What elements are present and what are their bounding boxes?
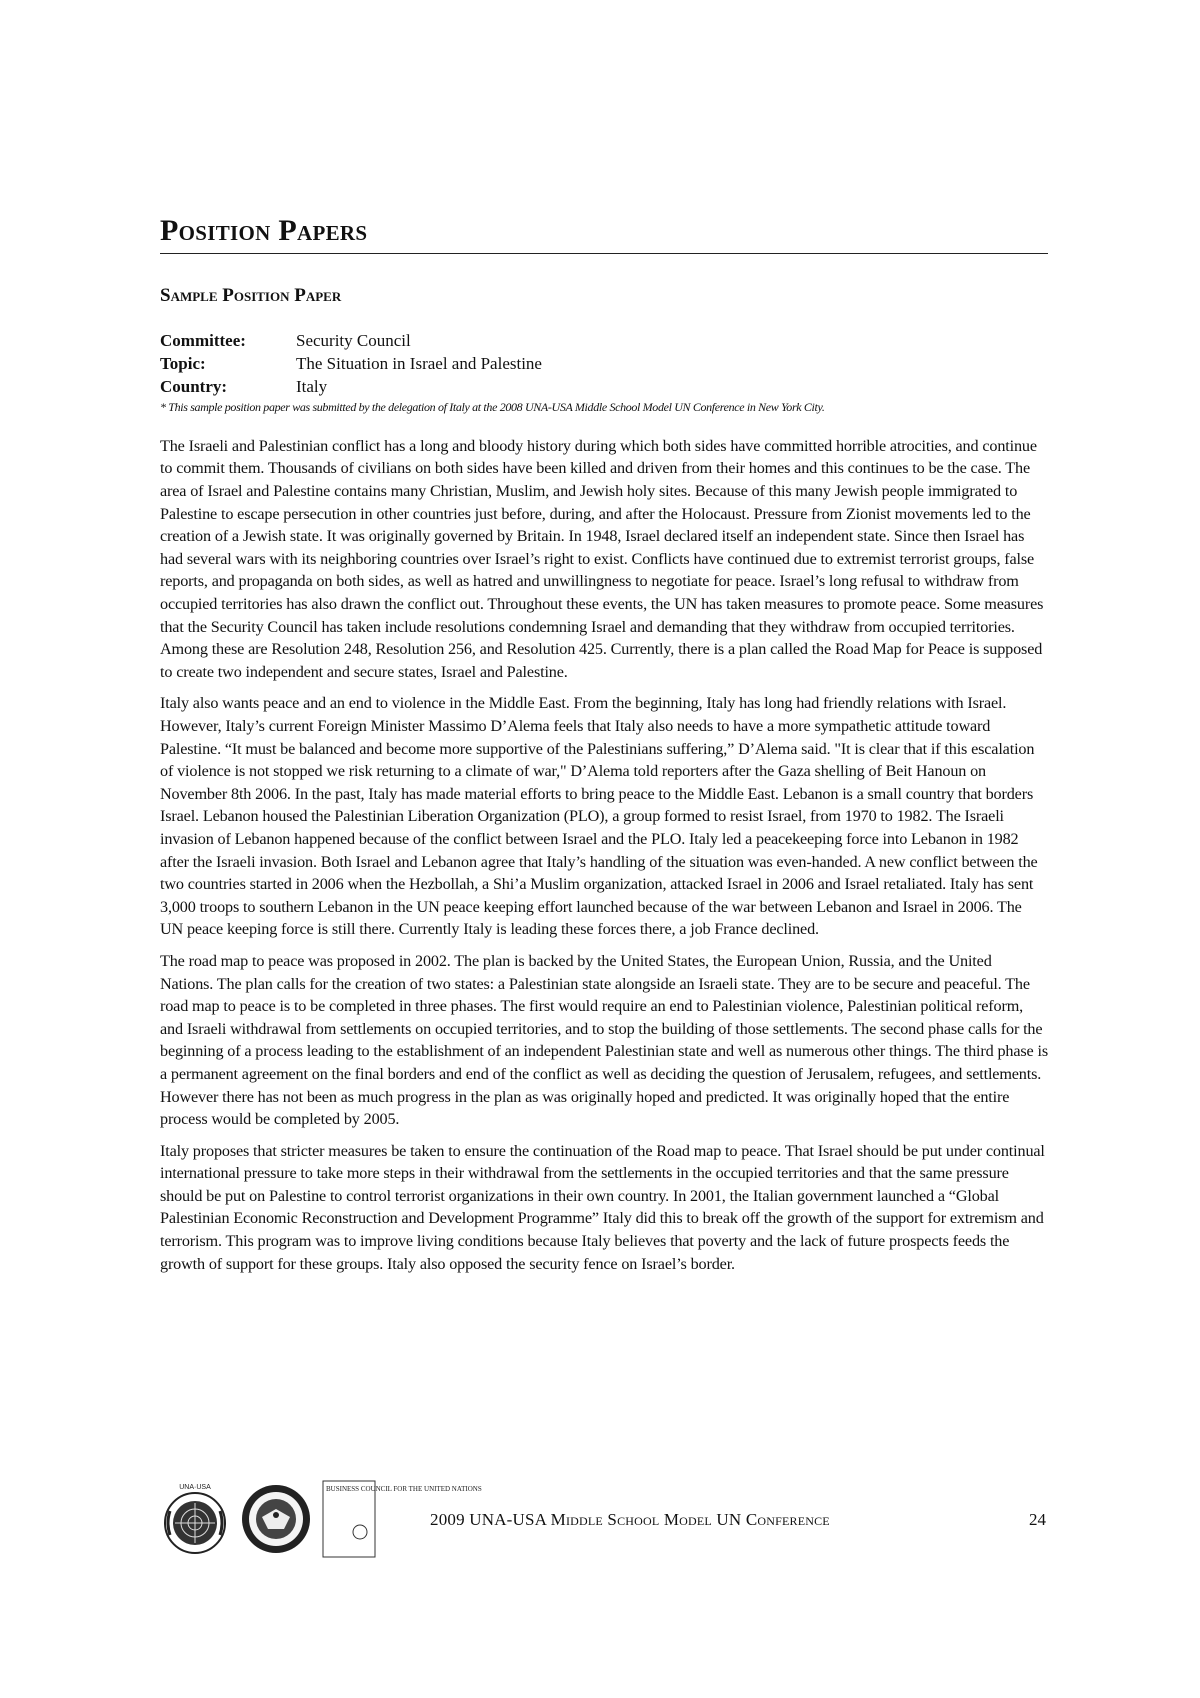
paper-body <box>160 435 1048 1275</box>
topic-row <box>160 352 1048 375</box>
country-value: Italy <box>296 376 328 396</box>
committee-row <box>160 329 1048 352</box>
paragraph-background: The Israeli and Palestinian conflict has a long and bloody history during which both sides have committed horrible atrocities, and continue to commit them. Thousands of civilians on both sides have been killed and driven from their homes and this continues to be the case. The area of Israel and Palestine contains many Christian, Muslim, and Jewish holy sites. Because of this many Jewish people immigrated to Palestine to escape persecution in other countries just before, during, and after the Holocaust. Pressure from Zionist movements led to the creation of a Jewish state. It was originally governed by Britain. In 1948, Israel declared itself an independent state. Since then Israel has had several wars with its neighboring countries over Israel’s right to exist. Conflicts have continued due to extremist terrorist groups, false reports, and propaganda on both sides, as well as hatred and unwillingness to negotiate for peace. Israel’s long refusal to withdraw from occupied territories has also drawn the conflict out. Throughout these events, the UN has taken measures to promote peace. Some measures that the Security Council has taken include resolutions condemning Israel and demanding that they withdraw from occupied territories. Among these are Resolution 248, Resolution 256, and Resolution 425. Currently, there is a plan called the Road Map for Peace is supposed to create two independent and secure states, Israel and Palestine. <box>160 436 1044 681</box>
business-council-logo <box>322 1480 482 1558</box>
topic-label: Topic: <box>160 353 206 373</box>
topic-value: The Situation in Israel and Palestine <box>296 353 542 373</box>
page-footer <box>160 1480 1048 1560</box>
paragraph-italy-position: Italy also wants peace and an end to violence in the Middle East. From the beginning, Italy has long had friendly relations with Israel. However, Italy’s current Foreign Minister Massimo D’Alema feels that Italy also needs to have a more sympathetic attitude toward Palestine. “It must be balanced and become more supportive of the Palestinians suffering,” D’Alema said. "It is clear that if this escalation of violence is not stopped we risk returning to a climate of war," D’Alema told reporters after the Gaza shelling of Beit Hanoun on November 8th 2006. In the past, Italy has made material efforts to bring peace to the Middle East. Lebanon is a small country that borders Israel. Lebanon housed the Palestinian Liberation Organization (PLO), a group formed to resist Israel, from 1970 to 1982. The Israeli invasion of Lebanon happened because of the conflict between Israel and the PLO. Italy led a peacekeeping force into Lebanon in 1982 after the Israeli invasion. Both Israel and Lebanon agree that Italy’s handling of the situation was even-handed. A new conflict between the two countries started in 2006 when the Hezbollah, a Shi’a Muslim organization, attacked Israel in 2006 and Israel retaliated. Italy has sent 3,000 troops to southern Lebanon in the UN peace keeping effort launched because of the war between Lebanon and Israel in 2006. The UN peace keeping force is still there. Currently Italy is leading these forces there, a job France declined. <box>160 694 1038 939</box>
document-page <box>160 214 1048 1284</box>
page-title: Position Papers <box>160 214 1048 254</box>
una-usa-logo <box>160 1481 230 1557</box>
section-subtitle: Sample Position Paper <box>160 285 342 306</box>
country-label: Country: <box>160 376 228 396</box>
presidential-seal-logo <box>240 1483 312 1555</box>
country-row <box>160 375 1048 398</box>
submission-note: * This sample position paper was submitted by the delegation of Italy at the 2008 UNA-USA Middle School Model UN Conference in New York City. <box>160 399 825 414</box>
conference-name-text: 2009 UNA-USA Middle School Model UN Conference <box>430 1510 830 1529</box>
committee-value: Security Council <box>296 330 411 350</box>
paragraph-proposals: Italy proposes that stricter measures be taken to ensure the continuation of the Road map to peace. That Israel should be put under continual international pressure to take more steps in their withdrawal from the settlements in the occupied territories and that the same pressure should be put on Palestine to control terrorist organizations in their own country. In 2001, the Italian government launched a “Global Palestinian Economic Reconstruction and Development Programme” Italy did this to break off the growth of the support for extremism and terrorism. This program was to improve living conditions because Italy believes that poverty and the lack of future prospects feeds the growth of support for these groups. Italy also opposed the security fence on Israel’s border. <box>160 1141 1045 1273</box>
footer-logos <box>160 1480 482 1558</box>
page-number: 24 <box>1029 1510 1046 1529</box>
business-council-logo-text: BUSINESS COUNCIL FOR THE UNITED NATIONS <box>326 1485 482 1493</box>
una-usa-logo-text: UNA·USA <box>179 1484 211 1491</box>
paper-metadata <box>160 329 1048 415</box>
conference-name <box>430 1510 830 1530</box>
paragraph-road-map: The road map to peace was proposed in 2002. The plan is backed by the United States, the European Union, Russia, and the United Nations. The plan calls for the creation of two states: a Palestinian state alongside an Israeli state. They are to be secure and peaceful. The road map to peace is to be completed in three phases. The first would require an end to Palestinian violence, Palestinian political reform, and Israeli withdrawal from settlements on occupied territories, and to stop the building of those settlements. The second phase calls for the beginning of a process leading to the establishment of an independent Palestinian state and well as numerous other things. The third phase is a permanent agreement on the final borders and end of the conflict as well as deciding the question of Jerusalem, refugees, and settlements. However there has not been as much progress in the plan as was originally hoped and predicted. It was originally hoped that the entire process would be completed by 2005. <box>160 951 1048 1129</box>
committee-label: Committee: <box>160 330 246 350</box>
